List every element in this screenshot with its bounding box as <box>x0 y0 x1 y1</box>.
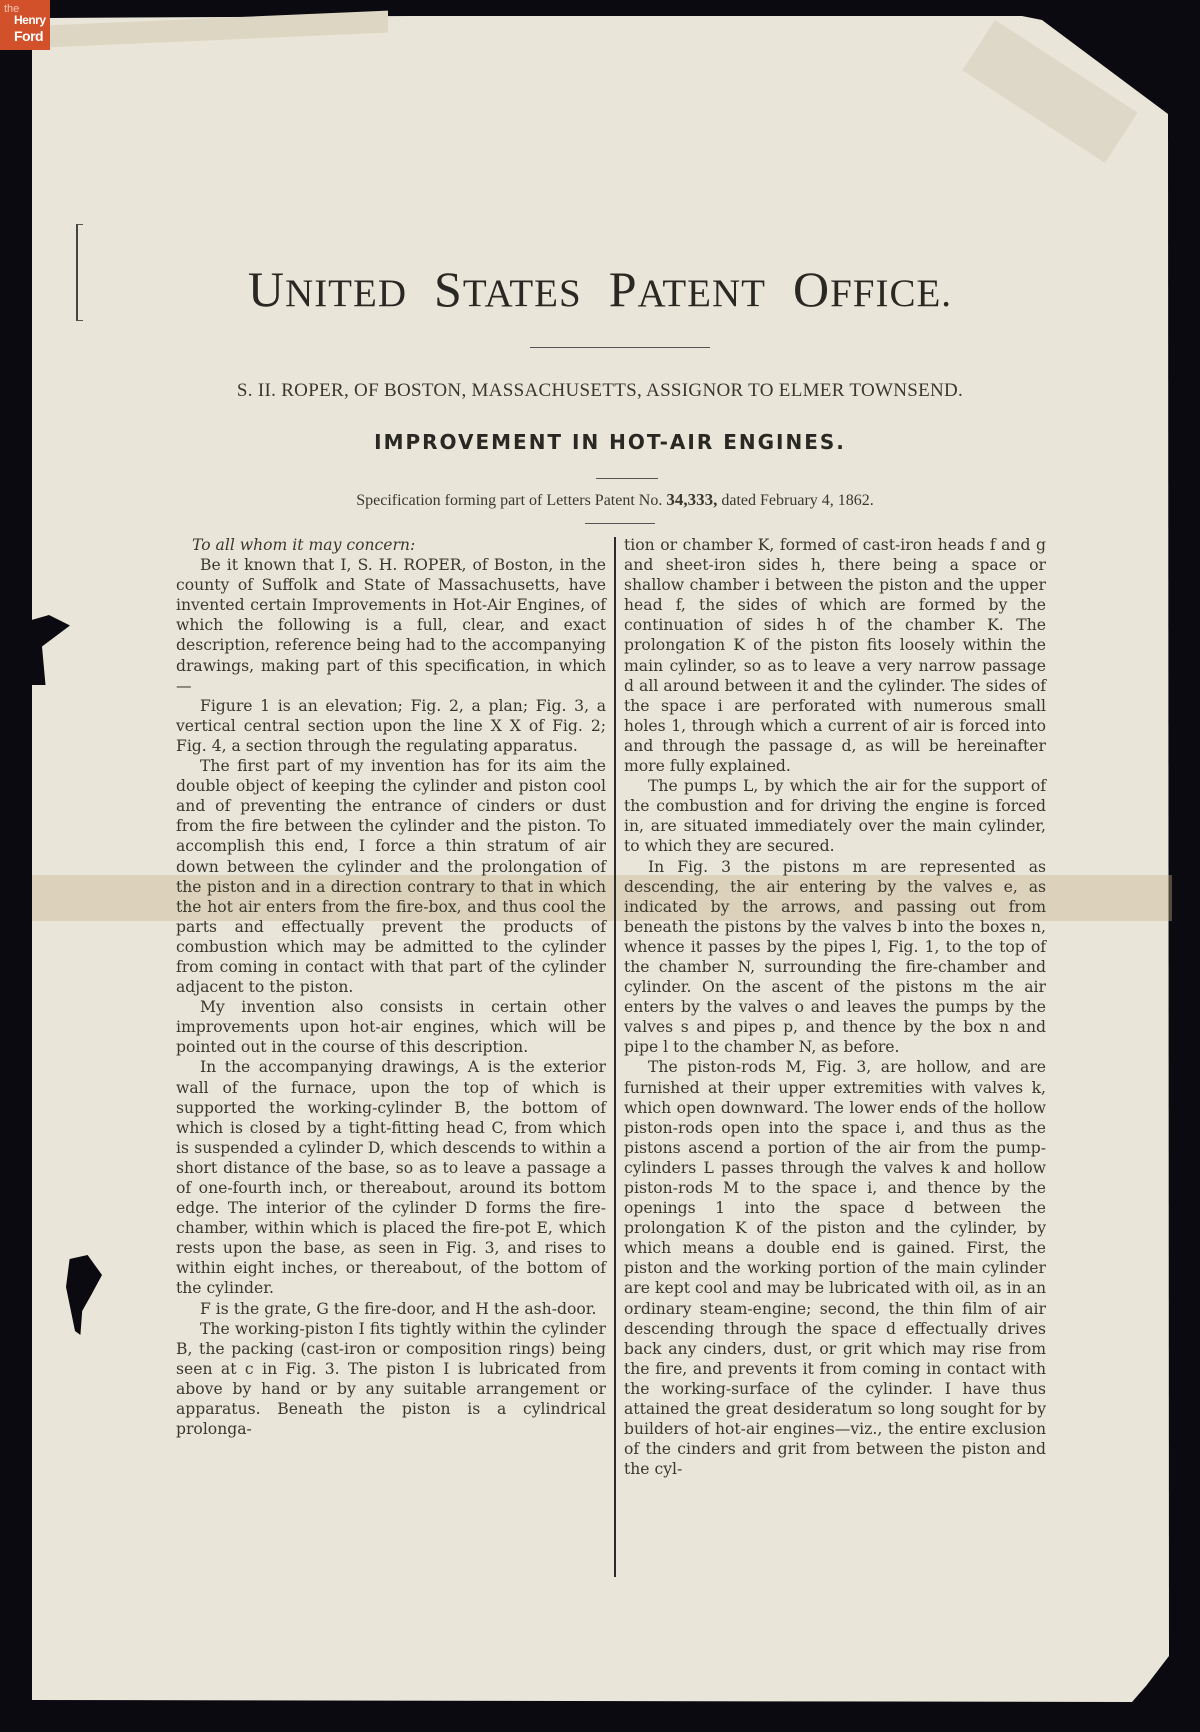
title-word-1: UNITED <box>247 261 407 317</box>
logo-the: the <box>4 3 20 15</box>
salutation: To all whom it may concern: <box>192 536 416 554</box>
paragraph: Be it known that I, S. H. ROPER, of Boston, in the county of Suffolk and State of Massachusetts, have invented certain Improvements in Hot-Air Engines, of which the following is a full, clear, and exact description, reference being had to the accompanying drawings, making part of this specification, in which— <box>176 556 606 695</box>
paragraph: F is the grate, G the fire-door, and H the ash-door. <box>200 1299 597 1318</box>
logo-henry: Henry <box>14 13 46 27</box>
patent-number: 34,333, <box>666 490 718 509</box>
paragraph: In Fig. 3 the pistons m are represented as descending, the air entering by the valves e, as indicated by the arrows, and passing out from beneath the pistons by the valves b into the boxes n, whence it passes by the pipes l, Fig. 1, to the top of the chamber N, surrounding the fire-chamber and cylinder. On the ascent of the pistons m the air enters by the valves o and leaves the pumps by the valves s and pipes p, and thence by the box n and pipe l to the chamber N, as before. <box>624 857 1046 1057</box>
spec-rule <box>585 523 655 524</box>
spec-prefix: Specification forming part of Letters Patent No. <box>356 492 663 509</box>
invention-title: IMPROVEMENT IN HOT-AIR ENGINES. <box>374 430 846 454</box>
author-line: S. II. ROPER, OF BOSTON, MASSACHUSETTS, ASSIGNOR TO ELMER TOWNSEND. <box>236 380 964 401</box>
title-rule <box>530 347 710 348</box>
paragraph: The pumps L, by which the air for the support of the combustion and for driving the engine is forced in, are situated immediately over the main cylinder, to which they are secured. <box>624 777 1046 856</box>
paragraph: The first part of my invention has for its aim the double object of keeping the cylinder and piston cool and of preventing the entrance of cinders or dust from the fire between the cylinder and the piston. To accomplish this end, I force a thin stratum of air down between the cylinder and the prolongation of the piston and in a direction contrary to that in which the hot air enters from the fire-box, and thus cool the parts and effectually prevent the products of combustion which may be admitted to the cylinder from coming in contact with that part of the cylinder adjacent to the piston. <box>176 757 606 997</box>
paragraph: The piston-rods M, Fig. 3, are hollow, and are furnished at their upper extremities with valves k, which open downward. The lower ends of the hollow piston-rods open into the space i, and thus as the pistons ascend a portion of the air from the pump-cylinders L passes through the valves k and hollow piston-rods M to the space i, and thence by the openings 1 into the space d between the prolongation K of the piston and the cylinder, by which means a double end is gained. First, the piston and the working portion of the main cylinder are kept cool and may be lubricated with oil, as in an ordinary steam-engine; second, the thin film of air descending through the space d effectually drives back any cinders, dust, or grit which may rise from the fire, and prevents it from coming in contact with the working-surface of the cylinder. I have thus attained the great desideratum so long sought for by builders of hot-air engines—viz., the entire exclusion of the cinders and grit from between the piston and the cyl- <box>624 1058 1046 1479</box>
body-column-right <box>624 535 1046 1479</box>
paragraph: In the accompanying drawings, A is the exterior wall of the furnace, upon the top of which is supported the working-cylinder B, the bottom of which is closed by a tight-fitting head C, from which is suspended a cylinder D, which descends to within a short distance of the base, so as to leave a passage a of one-fourth inch, or thereabout, around its bottom edge. The interior of the cylinder D forms the fire-chamber, within which is placed the fire-pot E, which rests upon the base, as seen in Fig. 3, and rises to within eight inches, or thereabout, of the bottom of the cylinder. <box>176 1058 606 1298</box>
paragraph: tion or chamber K, formed of cast-iron heads f and g and sheet-iron sides h, there being a space or shallow chamber i between the piston and the upper head f, the sides of which are formed by the continuation of sides h of the chamber K. The prolongation K of the piston fits loosely within the main cylinder, so as to leave a very narrow passage d all around between it and the cylinder. The sides of the space i are perforated with numerous small holes 1, through which a current of air is forced into and through the passage d, as will be hereinafter more fully explained. <box>624 536 1046 776</box>
paragraph: Figure 1 is an elevation; Fig. 2, a plan; Fig. 3, a vertical central section upon the line X X of Fig. 2; Fig. 4, a section through the regulating apparatus. <box>176 696 606 755</box>
page-title <box>0 260 1200 318</box>
column-divider <box>614 537 616 1577</box>
subtitle-rule <box>596 478 658 479</box>
spec-date: dated February 4, 1862. <box>721 492 874 509</box>
body-column-left <box>176 535 606 1439</box>
paragraph: The working-piston I fits tightly within the cylinder B, the packing (cast-iron or composition rings) being seen at c in Fig. 3. The piston I is lubricated from above by hand or by any suitable arrangement or apparatus. Beneath the piston is a cylindrical prolonga- <box>176 1319 606 1439</box>
title-word-2: STATES <box>434 261 582 317</box>
specification-line <box>0 490 1200 510</box>
logo-ford: Ford <box>14 28 44 44</box>
title-word-3: PATENT <box>608 261 766 317</box>
henry-ford-watermark-logo <box>0 0 50 50</box>
paragraph: My invention also consists in certain other improvements upon hot-air engines, which will be pointed out in the course of this description. <box>176 998 606 1057</box>
title-word-4: OFFICE. <box>793 261 953 317</box>
